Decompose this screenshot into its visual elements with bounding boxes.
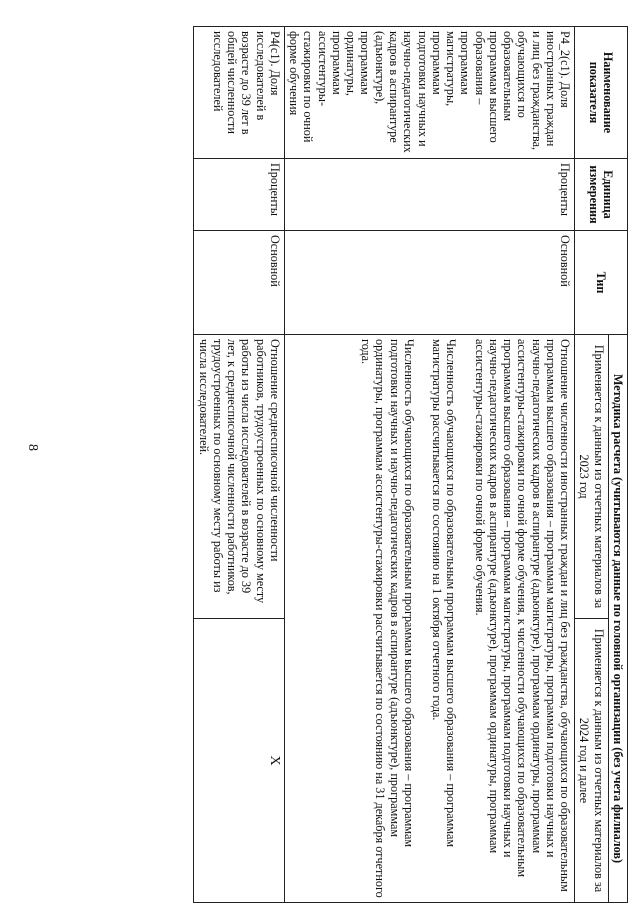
subheader-2024: Применяется к данным из отчетных материалов за 2024 год и далее	[575, 619, 609, 903]
not-applicable-mark: Х	[266, 755, 282, 766]
row-method-2023: Отношение среднесписочной численности работников, трудоустроенных по основному месту работы из числа исследователей в возрасте до 39 лет, к среднесписочной численности работников, трудоустроенных по основному месту работы из числа исследователей.	[194, 335, 285, 619]
row-method-2024	[194, 619, 285, 903]
row-type: Основной	[284, 231, 574, 335]
method-paragraph: Численность обучающихся по образовательным программам высшего образования – программам магистратуры рассчитывается по состоянию на 1 октября отчетного года.	[430, 339, 459, 848]
header-name: Наименование показателя	[575, 27, 628, 159]
indicator-table	[193, 26, 628, 903]
header-method: Методика расчета (учитываются данные по головной организации (без учета филиалов)	[608, 335, 627, 903]
row-method	[284, 335, 574, 903]
rotated-page-content	[78, 26, 628, 902]
page-number: 8	[25, 444, 40, 451]
row-unit: Проценты	[194, 159, 285, 231]
subheader-2023: Применяется к данным из отчетных материалов за 2023 год	[575, 335, 609, 619]
table-row	[284, 27, 574, 903]
row-name: Р4_2(с1). Доля иностранных граждан и лиц без гражданства, обучающихся по образовательным программам высшего образования – программам магистратуры, программам подготовки научных и научно-педагогических кадров в аспирантуре (адъюнктуре), программам ординатуры, программам ассистентуры-стажировки по очной форме обучения	[284, 27, 574, 159]
method-paragraph: Численность обучающихся по образовательным программам высшего образования – программам подготовки научных и научно-педагогических кадров в аспирантуре (адъюнктуре), программам ординатуры, программам ассистентуры-стажировки рассчитывается по состоянию на 31 декабря отчетного года.	[359, 339, 416, 898]
header-unit: Единица измерения	[575, 159, 628, 231]
row-name: Р4(с1). Доля исследователей в возрасте до 39 лет в общей численности исследователей	[194, 27, 285, 159]
row-unit: Проценты	[284, 159, 574, 231]
header-type: Тип	[575, 231, 628, 335]
table-header-row	[608, 27, 627, 903]
method-paragraph: Отношение численности иностранных граждан и лиц без гражданства, обучающихся по образовательным программам высшего образования – программам магистратуры, программам подготовки научных и научно-педагогических кадров в аспирантуре (адъюнктуре), программам ординатуры, программам ассистентуры-стажировки по очной форме обучения, к численности обучающихся по образовательным программам высшего образования – программам магистратуры, программам подготовки научных и научно-педагогических кадров в аспирантуре (адъюнктуре), программам ординатуры, программам ассистентуры-стажировки по очной форме обучения.	[472, 339, 573, 892]
table-row	[194, 27, 285, 903]
row-type: Основной	[194, 231, 285, 335]
